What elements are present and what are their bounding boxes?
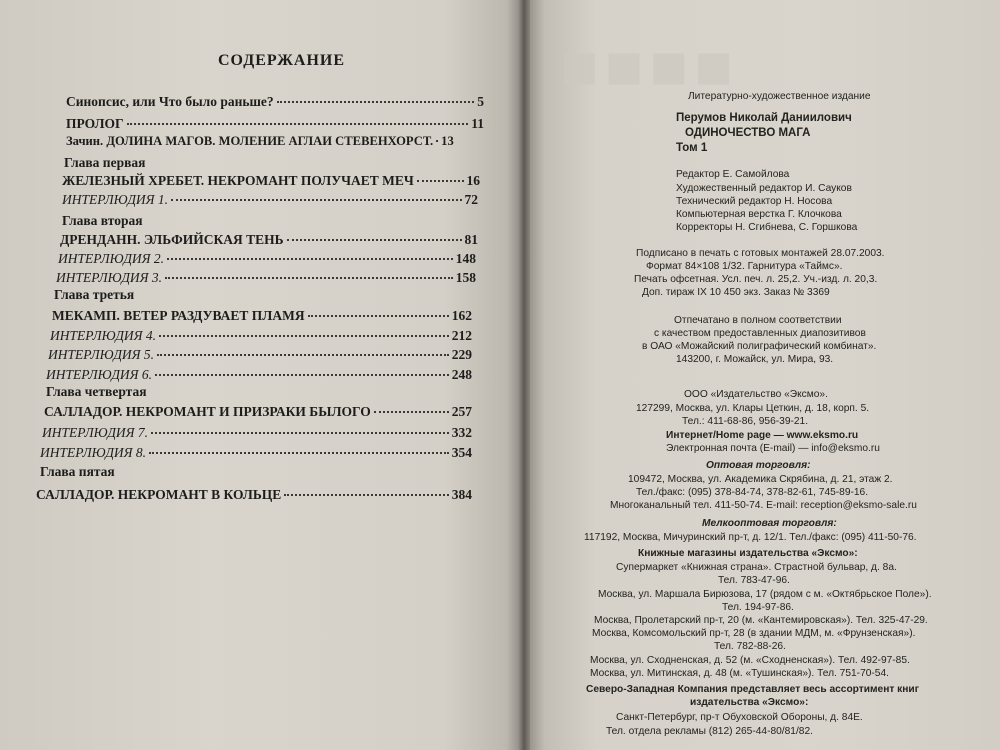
imprint-line: 127299, Москва, ул. Клары Цеткин, д. 18, корп. 5.: [636, 403, 870, 414]
toc-entry: [40, 445, 472, 465]
toc-entry-page: 384: [451, 487, 472, 502]
imprint-line: Москва, ул. Маршала Бирюзова, 17 (рядом с м. «Октябрьское Поле»).: [598, 589, 932, 600]
imprint-line: Формат 84×108 1/32. Гарнитура «Таймс».: [646, 261, 843, 272]
imprint-line: Мелкооптовая торговля:: [702, 518, 837, 529]
imprint-line: Интернет/Home page — www.eksmo.ru: [666, 430, 859, 441]
toc-entry-title: САЛЛАДОР. НЕКРОМАНТ И ПРИЗРАКИ БЫЛОГО: [44, 404, 371, 419]
dot-leader: [157, 354, 449, 356]
toc-entry-page: 148: [455, 251, 476, 266]
chapter-heading: Глава первая: [64, 155, 146, 170]
imprint-line: Корректоры Н. Сгибнева, С. Горшкова: [676, 222, 858, 233]
toc-entry-title: ДРЕНДАНН. ЭЛЬФИЙСКАЯ ТЕНЬ: [60, 232, 284, 247]
dot-leader: [165, 277, 453, 279]
toc-entry: [36, 487, 472, 507]
toc-entry-page: 229: [451, 347, 472, 362]
dot-leader: [167, 258, 453, 260]
toc-entry-title: САЛЛАДОР. НЕКРОМАНТ В КОЛЬЦЕ: [36, 487, 282, 502]
imprint-line: Печать офсетная. Усл. печ. л. 25,2. Уч.-изд. л. 20,3.: [634, 274, 878, 285]
imprint-line: Тел. 194-97-86.: [722, 602, 794, 613]
imprint-line: издательства «Эксмо»:: [690, 697, 809, 708]
toc-entry-title: Синопсис, или Что было раньше?: [66, 94, 274, 109]
toc-entry-title: Зачин. ДОЛИНА МАГОВ. МОЛЕНИЕ АГЛАИ СТЕВЕНХОРСТ.: [66, 134, 434, 148]
toc-entry: [52, 308, 472, 328]
imprint-line: Компьютерная верстка Г. Клочкова: [676, 209, 842, 220]
imprint-line: в ОАО «Можайский полиграфический комбинат».: [642, 341, 877, 352]
dot-leader: [284, 494, 448, 496]
toc-entry-page: 13: [441, 134, 454, 148]
toc-entry-page: 248: [451, 367, 472, 382]
toc-entry: [62, 192, 478, 212]
imprint-line: Подписано в печать с готовых монтажей 28.07.2003.: [636, 248, 885, 259]
imprint-line: Многоканальный тел. 411-50-74. E-mail: reception@eksmo-sale.ru: [610, 500, 917, 511]
toc-entry-title: ИНТЕРЛЮДИЯ 8.: [40, 445, 147, 460]
imprint-line: Москва, Пролетарский пр-т, 20 (м. «Кантемировская»). Тел. 325-47-29.: [594, 615, 928, 626]
toc-entry-page: 5: [477, 94, 484, 109]
imprint-line: Доп. тираж IX 10 450 экз. Заказ № 3369: [642, 287, 830, 298]
dot-leader: [155, 374, 449, 376]
dot-leader: [287, 239, 462, 241]
toc-entry-title: ИНТЕРЛЮДИЯ 4.: [50, 328, 157, 343]
imprint-line: Тел./факс: (095) 378-84-74, 378-82-61, 745-89-16.: [636, 487, 869, 498]
dot-leader: [149, 452, 449, 454]
imprint-line: Санкт-Петербург, пр-т Обуховской Обороны, д. 84Е.: [616, 712, 863, 723]
toc-entry-title: МЕКАМП. ВЕТЕР РАЗДУВАЕТ ПЛАМЯ: [52, 308, 305, 323]
dot-leader: [374, 411, 449, 413]
imprint-line: Электронная почта (E-mail) — info@eksmo.ru: [666, 443, 880, 454]
toc-entry: [48, 347, 472, 367]
toc-entry-page: 332: [451, 425, 472, 440]
toc-entry: [50, 328, 472, 348]
imprint-line: Москва, Комсомольский пр-т, 28 (в здании МДМ, м. «Фрунзенская»).: [592, 628, 916, 639]
chapter-heading: Глава четвертая: [46, 384, 147, 399]
imprint-line: 117192, Москва, Мичуринский пр-т, д. 12/1. Тел./факс: (095) 411-50-76.: [584, 532, 917, 543]
dot-leader: [151, 432, 449, 434]
imprint-line: Москва, ул. Митинская, д. 48 (м. «Тушинская»). Тел. 751-70-54.: [590, 668, 889, 679]
imprint-line: Художественный редактор И. Сауков: [676, 183, 852, 194]
imprint-line: с качеством предоставленных диапозитивов: [654, 328, 866, 339]
toc-entry-page: 212: [451, 328, 472, 343]
author-name: Перумов Николай Даниилович: [676, 112, 852, 124]
toc-entry-title: ПРОЛОГ: [66, 116, 124, 131]
toc-entry-title: ИНТЕРЛЮДИЯ 1.: [62, 192, 169, 207]
toc-entry: [42, 425, 472, 445]
chapter-heading: Глава вторая: [62, 213, 143, 228]
dot-leader: [417, 180, 464, 182]
toc-title: СОДЕРЖАНИЕ: [218, 52, 346, 69]
dot-leader: [277, 101, 475, 103]
imprint-line: Книжные магазины издательства «Эксмо»:: [638, 548, 858, 559]
toc-entry-page: 81: [464, 232, 478, 247]
book-title: ОДИНОЧЕСТВО МАГА: [685, 127, 811, 139]
toc-entry-page: 162: [451, 308, 472, 323]
imprint-line: Москва, ул. Сходненская, д. 52 (м. «Сходненская»). Тел. 492-97-85.: [590, 655, 910, 666]
toc-entry: [62, 173, 480, 193]
toc-entry-title: ИНТЕРЛЮДИЯ 5.: [48, 347, 155, 362]
dot-leader: [436, 140, 438, 142]
show-through-text: ■■■■: [560, 31, 739, 102]
dot-leader: [171, 199, 461, 201]
chapter-heading: Глава пятая: [40, 464, 115, 479]
dot-leader: [127, 123, 469, 125]
toc-entry-title: ИНТЕРЛЮДИЯ 3.: [56, 270, 163, 285]
toc-entry-page: 257: [451, 404, 472, 419]
toc-entry-title: ИНТЕРЛЮДИЯ 6.: [46, 367, 153, 382]
dot-leader: [308, 315, 449, 317]
toc-entry-page: 354: [451, 445, 472, 460]
toc-entry-title: ЖЕЛЕЗНЫЙ ХРЕБЕТ. НЕКРОМАНТ ПОЛУЧАЕТ МЕЧ: [62, 173, 414, 188]
imprint-line: Технический редактор Н. Носова: [676, 196, 833, 207]
toc-entry-title: ИНТЕРЛЮДИЯ 7.: [42, 425, 149, 440]
imprint-line: Оптовая торговля:: [706, 460, 811, 471]
toc-entry-page: 11: [471, 116, 484, 131]
toc-entry: [44, 404, 472, 424]
dot-leader: [159, 335, 449, 337]
toc-entry: [60, 232, 478, 252]
imprint-line: Тел. 783-47-96.: [718, 575, 790, 586]
volume: Том 1: [676, 142, 708, 154]
toc-entry-page: 158: [455, 270, 476, 285]
imprint-line: 143200, г. Можайск, ул. Мира, 93.: [676, 354, 834, 365]
imprint-line: Отпечатано в полном соответствии: [674, 315, 842, 326]
imprint-line: Тел. отдела рекламы (812) 265-44-80/81/82.: [606, 726, 813, 737]
toc-entry-page: 16: [466, 173, 480, 188]
toc-entry: [58, 251, 476, 271]
toc-entry-title: ИНТЕРЛЮДИЯ 2.: [58, 251, 165, 266]
toc-entry: [66, 94, 484, 114]
chapter-heading: Глава третья: [54, 287, 135, 302]
imprint-line: 109472, Москва, ул. Академика Скрябина, д. 21, этаж 2.: [628, 474, 893, 485]
imprint-line: Супермаркет «Книжная страна». Страстной бульвар, д. 8а.: [616, 562, 897, 573]
imprint-line: Тел.: 411-68-86, 956-39-21.: [682, 416, 809, 427]
imprint-line: Литературно-художественное издание: [688, 91, 871, 102]
imprint-line: ООО «Издательство «Эксмо».: [684, 389, 828, 400]
toc-entry-page: 72: [464, 192, 478, 207]
toc-entry: [66, 116, 484, 136]
toc-entry: [66, 134, 484, 154]
imprint-line: Тел. 782-88-26.: [714, 641, 786, 652]
imprint-line: Редактор Е. Самойлова: [676, 169, 790, 180]
imprint-line: Северо-Западная Компания представляет весь ассортимент книг: [586, 684, 919, 695]
